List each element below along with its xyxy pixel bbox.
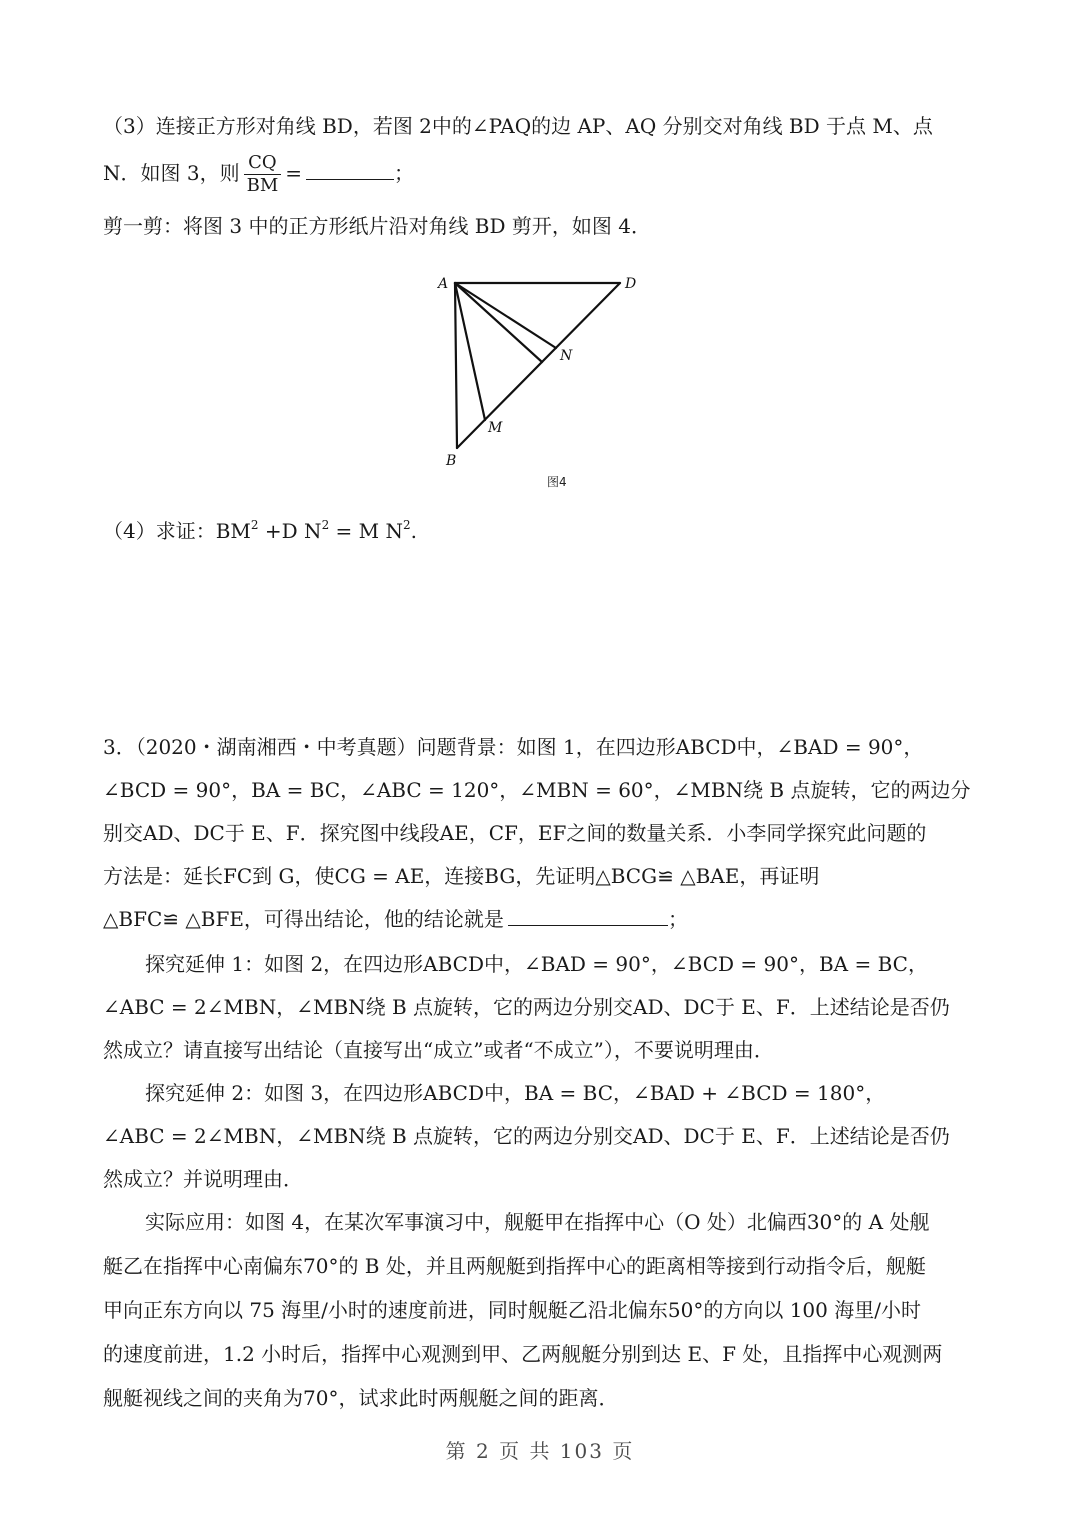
app-line4: 的速度前进，1.2 小时后，指挥中心观测到甲、乙两舰艇分别到达 E、F 处，且指挥中心观测两 xyxy=(103,1342,943,1366)
problem3-line2: ∠BCD = 90°，BA = BC，∠ABC = 120°，∠MBN = 60°，∠MBN绕 B 点旋转，它的两边分 xyxy=(103,778,971,802)
label-m: M xyxy=(488,420,503,436)
ext1-line3: 然成立？请直接写出结论（直接写出“成立”或者“不成立”），不要说明理由． xyxy=(103,1038,774,1062)
part3-line2-prefix: N．如图 3，则 xyxy=(103,161,240,185)
app-line1: 实际应用：如图 4，在某次军事演习中，舰艇甲在指挥中心（O 处）北偏西30°的 A 处舰 xyxy=(145,1210,930,1234)
label-n: N xyxy=(560,348,573,364)
part3-line2 xyxy=(103,152,980,197)
problem3-line4: 方法是：延长FC到 G，使CG = AE，连接BG，先证明△BCG≌ △BAE，再证明 xyxy=(103,864,820,888)
answer-blank-2 xyxy=(508,907,668,926)
part4-sup3: 2 xyxy=(403,518,411,532)
figure-caption: 图4 xyxy=(547,475,567,489)
equals-sign: = xyxy=(285,161,303,185)
ext1-line2: ∠ABC = 2∠MBN，∠MBN绕 B 点旋转，它的两边分别交AD、DC于 E、F．上述结论是否仍 xyxy=(103,995,950,1019)
segment-an-inner xyxy=(455,283,542,362)
app-line3: 甲向正东方向以 75 海里/小时的速度前进，同时舰艇乙沿北偏东50°的方向以 100 海里/小时 xyxy=(103,1298,921,1322)
problem3-line5-text: △BFC≌ △BFE，可得出结论，他的结论就是 xyxy=(103,907,504,931)
ext2-line1: 探究延伸 2：如图 3，在四边形ABCD中，BA = BC，∠BAD + ∠BCD = 180°， xyxy=(145,1081,886,1105)
part4-end: . xyxy=(410,519,418,543)
label-d: D xyxy=(625,276,637,292)
ext1-line1: 探究延伸 1：如图 2，在四边形ABCD中，∠BAD = 90°，∠BCD = 90°，BA = BC， xyxy=(145,952,928,976)
figure-4-diagram xyxy=(430,268,650,498)
part4-mid: +D N xyxy=(258,519,322,543)
problem3-line5-end: ； xyxy=(667,907,688,931)
part4-pre: （4）求证：BM xyxy=(103,519,251,543)
ext2-line3: 然成立？并说明理由． xyxy=(103,1167,303,1191)
part3-line1: （3）连接正方形对角线 BD，若图 2中的∠PAQ的边 AP、AQ 分别交对角线 BD 于点 M、点 xyxy=(103,114,933,138)
ext2-line2: ∠ABC = 2∠MBN，∠MBN绕 B 点旋转，它的两边分别交AD、DC于 E、F．上述结论是否仍 xyxy=(103,1124,950,1148)
problem3-line1: 3．（2020・湖南湘西・中考真题）问题背景：如图 1，在四边形ABCD中，∠BAD = 90°， xyxy=(103,735,924,759)
part4-line xyxy=(103,517,980,545)
segment-ab xyxy=(455,283,457,448)
problem3-line5 xyxy=(103,905,980,933)
label-a: A xyxy=(438,276,449,292)
segment-am xyxy=(455,283,485,420)
part4-sup2: 2 xyxy=(321,518,330,532)
fraction-numerator: CQ xyxy=(244,152,282,175)
figure-4 xyxy=(430,268,650,498)
part4-eq: = M N xyxy=(329,519,404,543)
page-footer: 第 2 页 共 103 页 xyxy=(445,1439,635,1463)
segment-an xyxy=(455,283,556,348)
app-line2: 艇乙在指挥中心南偏东70°的 B 处，并且两舰艇到指挥中心的距离相等接到行动指令后，舰艇 xyxy=(103,1254,926,1278)
fraction-denominator: BM xyxy=(246,175,279,196)
answer-blank-1 xyxy=(306,161,394,180)
app-line5: 舰艇视线之间的夹角为70°，试求此时两舰艇之间的距离． xyxy=(103,1386,619,1410)
part4-sup1: 2 xyxy=(250,518,259,532)
part3-line2-end: ； xyxy=(394,161,415,185)
label-b: B xyxy=(446,453,457,469)
cut-instruction: 剪一剪：将图 3 中的正方形纸片沿对角线 BD 剪开，如图 4． xyxy=(103,214,651,238)
problem3-line3: 别交AD、DC于 E、F．探究图中线段AE，CF，EF之间的数量关系．小李同学探究此问题的 xyxy=(103,821,927,845)
fraction-cq-bm xyxy=(244,152,282,197)
